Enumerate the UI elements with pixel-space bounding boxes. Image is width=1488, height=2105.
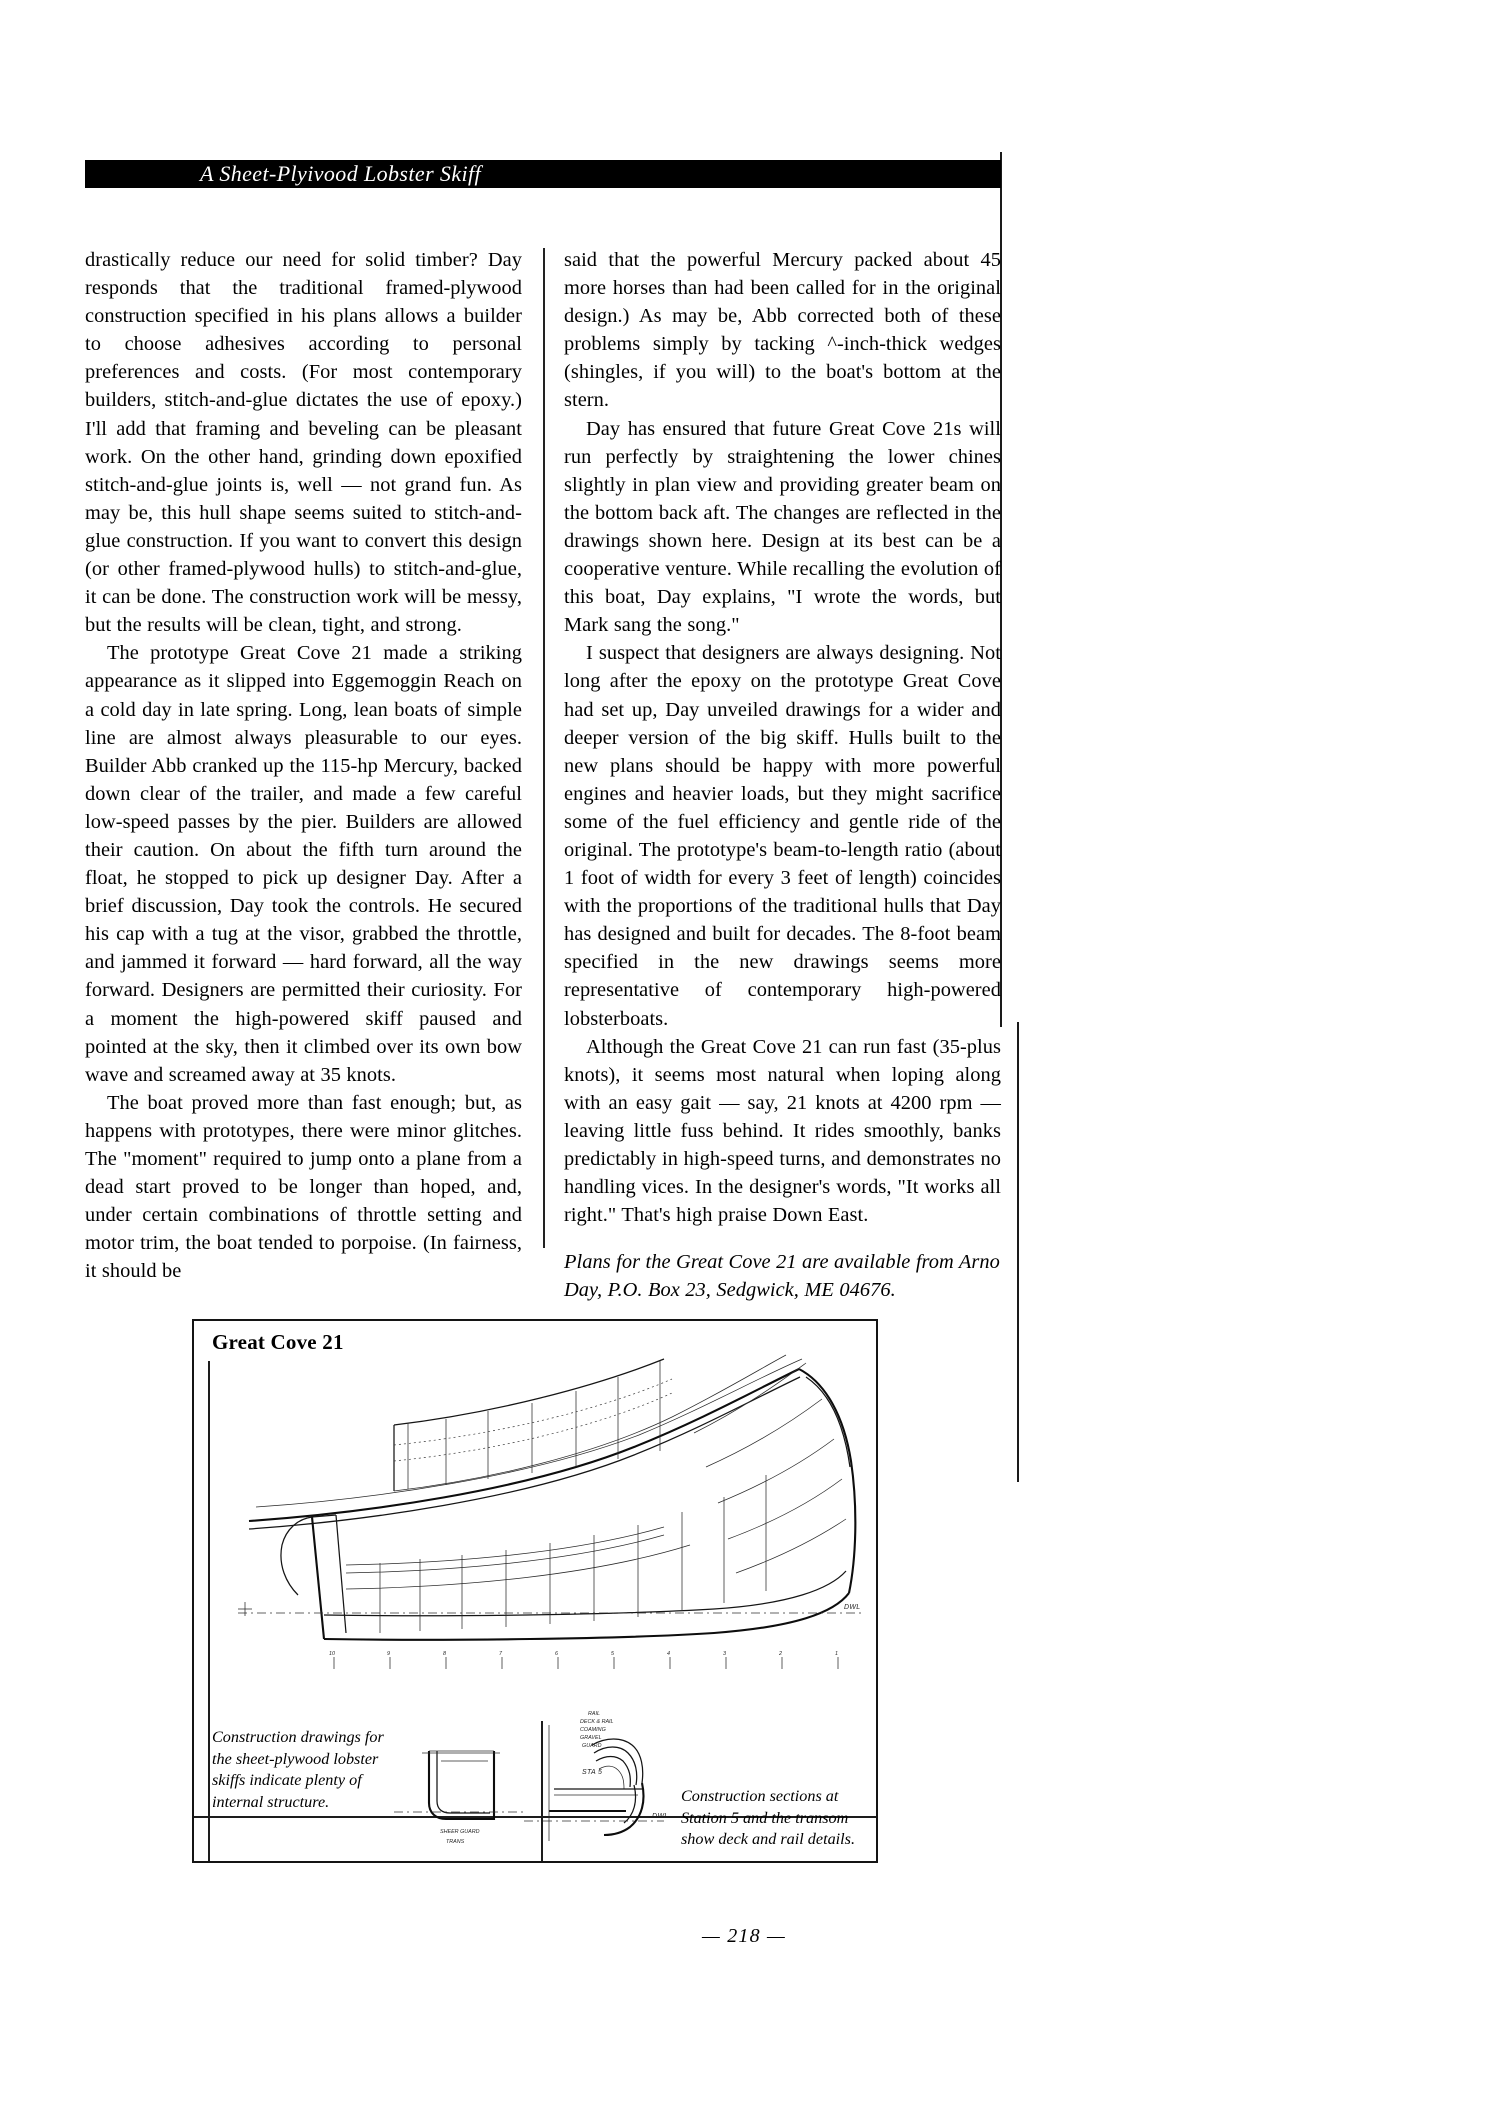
svg-text:10: 10 <box>329 1651 335 1657</box>
svg-text:1: 1 <box>835 1651 838 1657</box>
paragraph: Although the Great Cove 21 can run fast (35-plus knots), it seems most natural when loping along with an easy gait — say, 21 knots at 4200 rpm — leaving little fuss behind. It rides smoothly, banks predictably in high-speed turns, and demonstrates no handling vices. In the designer's words, "It works all right." That's high praise Down East. <box>564 1035 1001 1227</box>
figure-caption-left: Construction drawings for the sheet-plywood lobster skiffs indicate plenty of internal structure. <box>212 1728 384 1811</box>
column-divider-rule <box>543 248 545 1248</box>
figure-caption-right: Construction sections at Station 5 and the transom show deck and rail details. <box>681 1787 855 1848</box>
paragraph: drastically reduce our need for solid timber? Day responds that the traditional framed-plywood construction specified in his plans allows a builder to choose adhesives according to personal preferences and costs. (For most contemporary builders, stitch-and-glue dictates the use of epoxy.) I'll add that framing and beveling can be pleasant work. On the other hand, grinding down epoxified stitch-and-glue joints is, well — not grand fun. As may be, this hull shape seems suited to stitch-and-glue construction. If you want to convert this design (or other framed-plywood hulls) to stitch-and-glue, it can be done. The construction work will be messy, but the results will be clean, tight, and strong. <box>85 249 522 637</box>
paragraph: The boat proved more than fast enough; but, as happens with prototypes, there were minor glitches. The "moment" required to jump onto a plane from a dead start proved to be longer than hoped, and, under certain combinations of throttle setting and motor trim, the boat tended to porpoise. (In fairness, it should be <box>85 1091 522 1283</box>
drawing-profile-view <box>238 1355 862 1669</box>
left-column <box>85 246 522 1285</box>
svg-text:8: 8 <box>443 1651 446 1657</box>
svg-text:4: 4 <box>667 1651 670 1657</box>
svg-text:3: 3 <box>723 1651 726 1657</box>
section-note-guard: GUARD <box>582 1743 602 1749</box>
svg-text:2: 2 <box>779 1651 782 1657</box>
svg-text:5: 5 <box>611 1651 614 1657</box>
figure-title: Great Cove 21 <box>212 1330 344 1354</box>
station-label: STA 5 <box>582 1769 603 1776</box>
page-folio: — 218 — <box>702 1925 786 1947</box>
section-note-gravel: GRAVEL <box>580 1735 602 1741</box>
drawing-transom-section <box>394 1751 524 1845</box>
transom-label: TRANS <box>446 1839 465 1845</box>
transom-note-1: SHEER GUARD <box>440 1829 480 1835</box>
section-note-rail: RAIL <box>588 1711 600 1717</box>
drawing-station5-section <box>524 1711 668 1841</box>
figure-inner-rule-middle <box>541 1721 543 1863</box>
scan-edge-artifact-bottom <box>1017 1022 1019 1482</box>
paragraph: Day has ensured that future Great Cove 21s will run perfectly by straightening the lower chines slightly in plan view and providing greater beam on the bottom back aft. The changes are reflected in the drawings shown here. Design at its best can be a cooperative venture. While recalling the evolution of this boat, Day explains, "I wrote the words, but Mark sang the song." <box>564 417 1001 637</box>
svg-text:6: 6 <box>555 1651 558 1657</box>
paragraph: The prototype Great Cove 21 made a striking appearance as it slipped into Eggemoggin Reach on a cold day in late spring. Long, lean boats of simple line are almost always pleasurable to our eyes. Builder Abb cranked up the 115-hp Mercury, backed down clear of the trailer, and made a few careful low-speed passes by the pier. Builders are allowed their caution. On about the fifth turn around the float, he stopped to pick up designer Day. After a brief discussion, Day took the controls. He secured his cap with a tug at the visor, grabbed the throttle, and jammed it forward — hard forward, all the way forward. Designers are permitted their curiosity. For a moment the high-powered skiff paused and pointed at the sky, then it climbed over its own bow wave and screamed away at 35 knots. <box>85 642 522 1086</box>
paragraph: said that the powerful Mercury packed about 45 more horses than had been called for in the original design.) As may be, Abb corrected both of these problems simply by tacking ^-inch-thick wedges (shingles, if you will) to the boat's bottom at the stern. <box>564 249 1001 412</box>
paragraph: I suspect that designers are always designing. Not long after the epoxy on the prototype Great Cove had set up, Day unveiled drawings for a wider and deeper version of the big skiff. Hulls built to the new plans should be happy with more powerful engines and heavier loads, but they might sacrifice some of the fuel efficiency and gentle ride of the original. The prototype's beam-to-length ratio (about 1 foot of width for every 3 feet of length) coincides with the proportions of the traditional hulls that Day has designed and built for decades. The 8-foot beam specified in the new drawings seems more representative of contemporary high-powered lobsterboats. <box>564 642 1001 1030</box>
figure-inner-rule-left <box>208 1361 210 1863</box>
svg-text:9: 9 <box>387 1651 390 1657</box>
right-column <box>564 246 1001 1304</box>
section-note-coaming: COAMING <box>580 1727 606 1733</box>
plans-availability-note: Plans for the Great Cove 21 are available from Arno Day, P.O. Box 23, Sedgwick, ME 04676. <box>564 1251 1000 1302</box>
waterline-label-section: DWL <box>652 1813 669 1820</box>
figure-great-cove-21 <box>192 1319 878 1863</box>
waterline-label-profile: DWL <box>844 1604 861 1611</box>
running-head-title: A Sheet-Plyivood Lobster Skiff <box>200 161 482 186</box>
section-note-deck: DECK & RAIL <box>580 1719 614 1725</box>
running-head-banner <box>85 160 1001 188</box>
svg-text:7: 7 <box>499 1651 502 1657</box>
